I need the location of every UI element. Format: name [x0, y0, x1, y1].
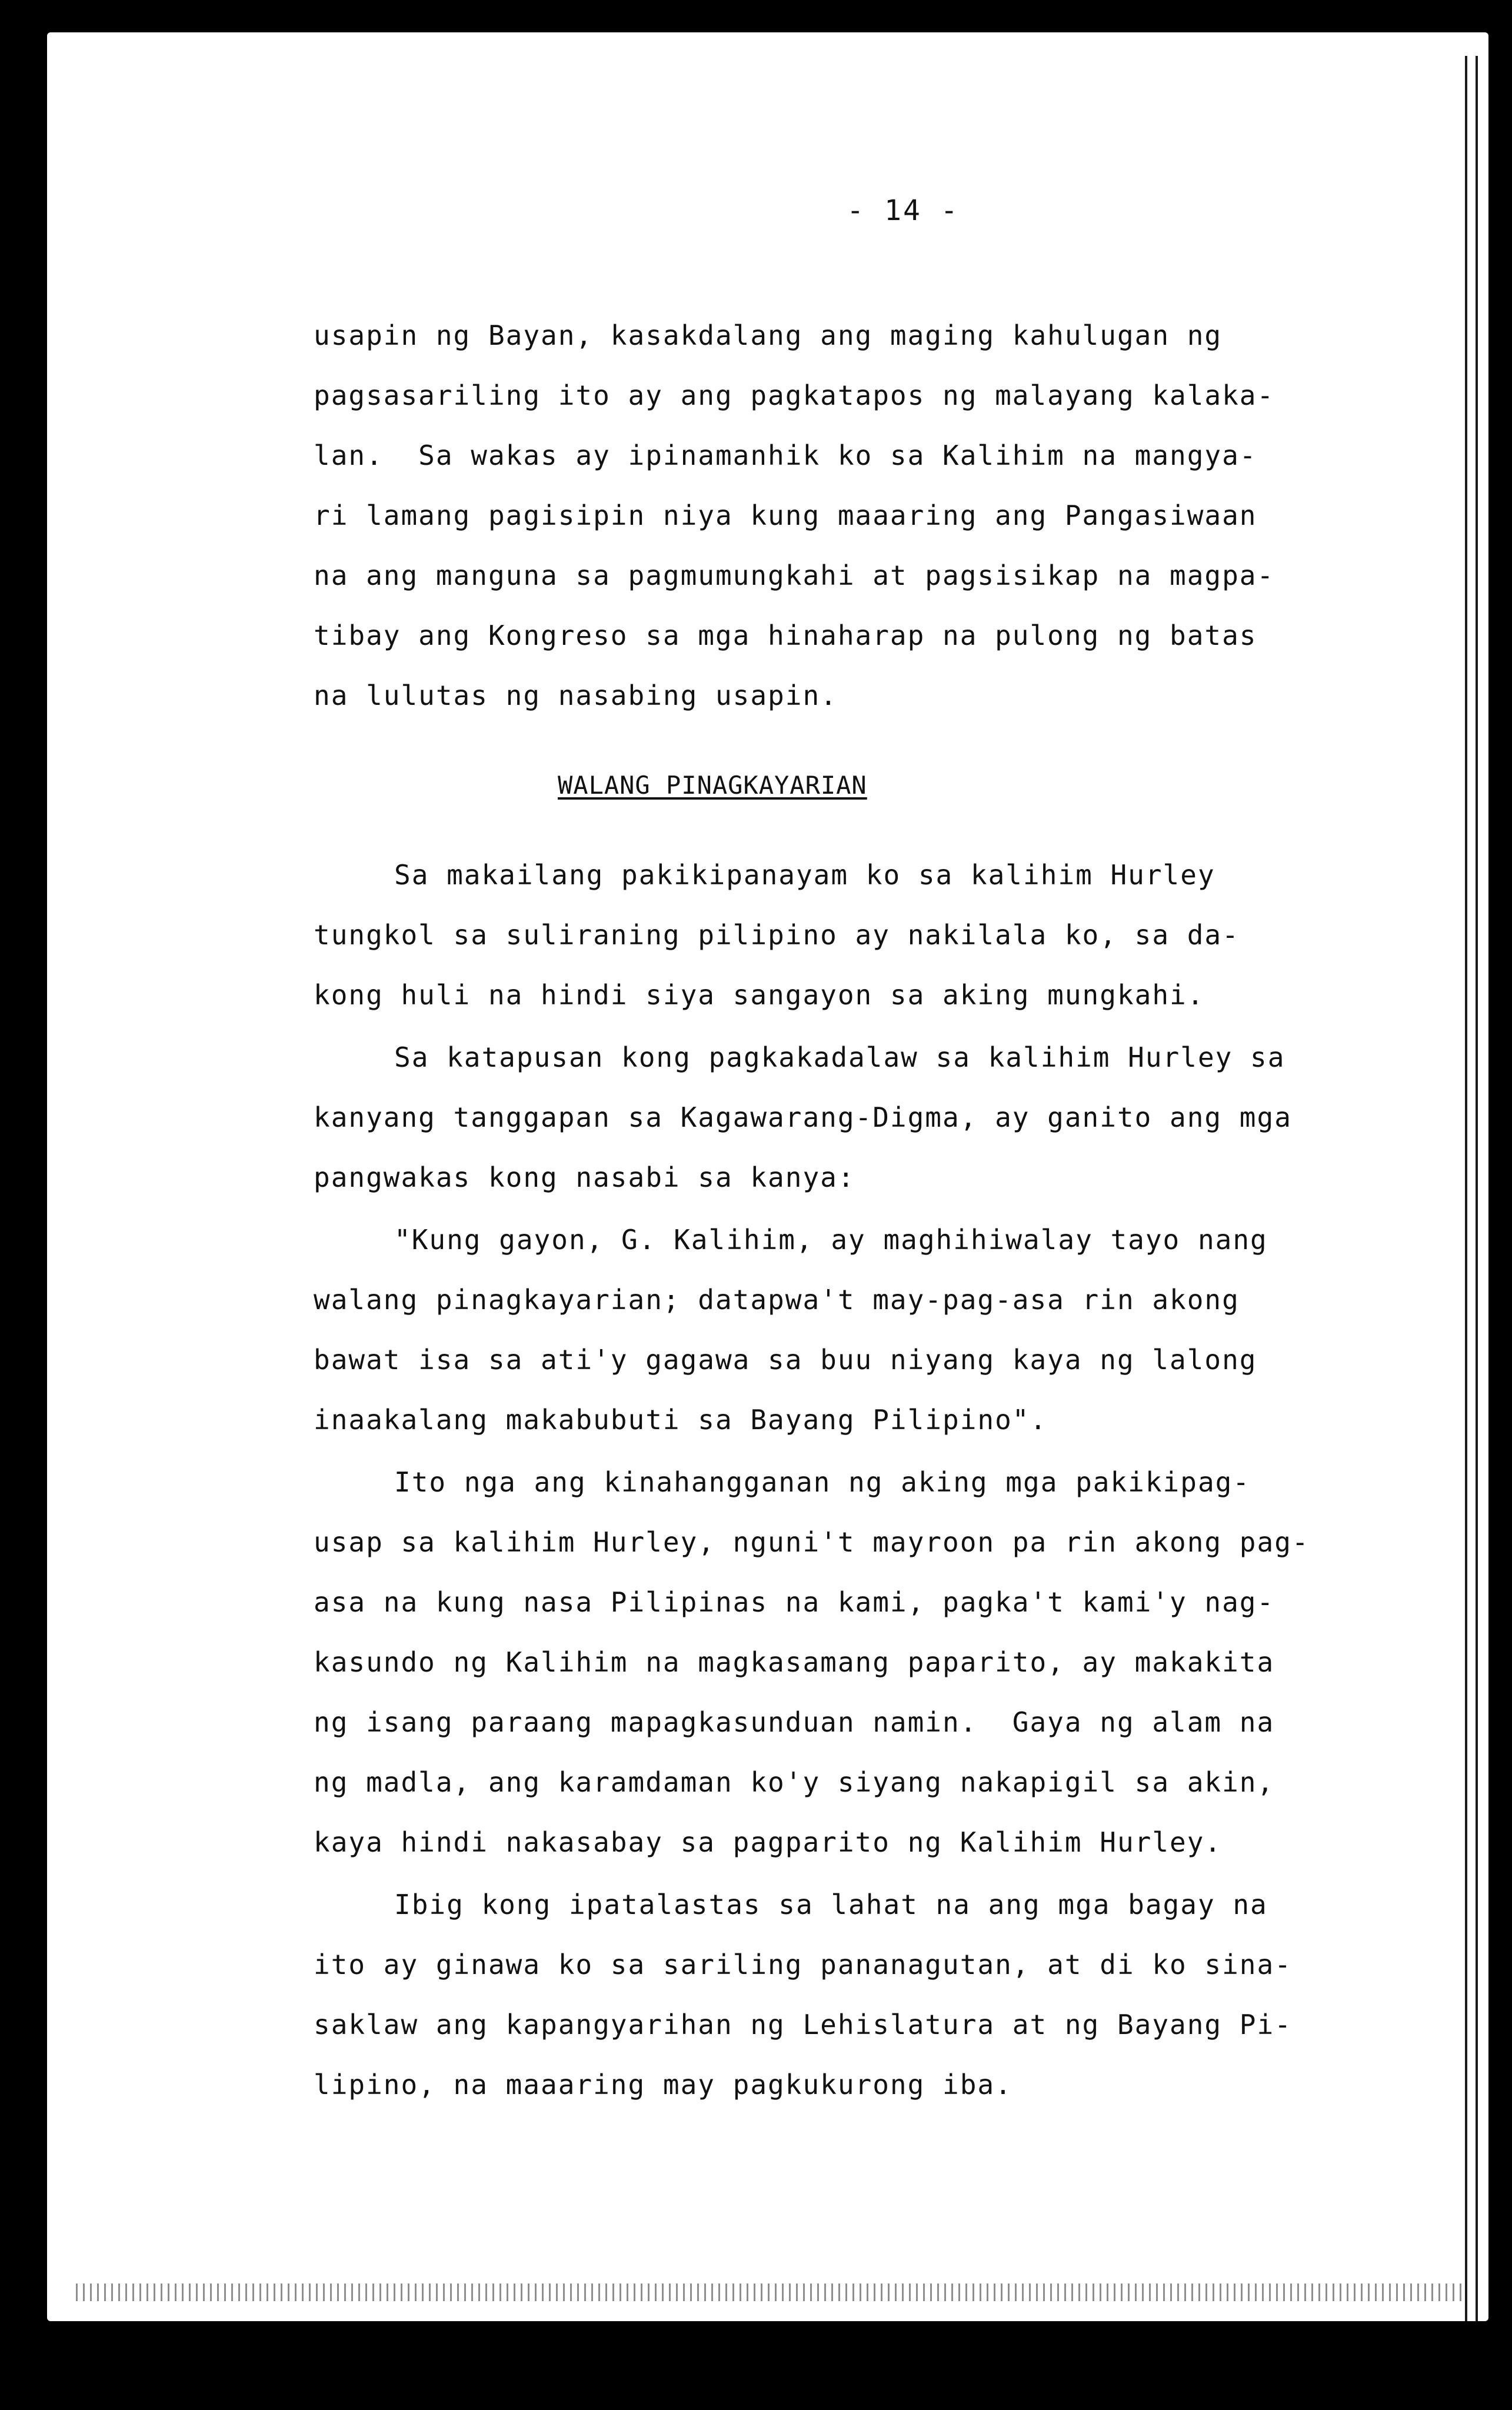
text-line: asa na kung nasa Pilipinas na kami, pagka't kami'y nag-	[314, 1586, 1275, 1618]
text-line: usapin ng Bayan, kasakdalang ang maging kahulugan ng	[314, 319, 1223, 351]
text-line: Ibig kong ipatalastas sa lahat na ang mga bagay na	[394, 1889, 1268, 1920]
text-line: ri lamang pagisipin niya kung maaaring ang Pangasiwaan	[314, 500, 1257, 531]
text-line: "Kung gayon, G. Kalihim, ay maghihiwalay tayo nang	[394, 1224, 1268, 1256]
text-line: usap sa kalihim Hurley, nguni't mayroon pa rin akong pag-	[314, 1526, 1310, 1558]
text-line: ng isang paraang mapagkasunduan namin. Gaya ng alam na	[314, 1706, 1275, 1738]
text-line: kaya hindi nakasabay sa pagparito ng Kalihim Hurley.	[314, 1826, 1223, 1858]
text-line: Sa katapusan kong pagkakadalaw sa kalihim Hurley sa	[394, 1041, 1285, 1073]
page-content	[47, 32, 1488, 2321]
text-line: pagsasariling ito ay ang pagkatapos ng malayang kalaka-	[314, 380, 1275, 411]
text-line: tibay ang Kongreso sa mga hinaharap na pulong ng batas	[314, 620, 1257, 651]
text-line: kanyang tanggapan sa Kagawarang-Digma, ay ganito ang mga	[314, 1101, 1292, 1133]
text-line: na lulutas ng nasabing usapin.	[314, 680, 838, 711]
text-line: pangwakas kong nasabi sa kanya:	[314, 1161, 855, 1193]
text-line: inaakalang makabubuti sa Bayang Pilipino".	[314, 1404, 1048, 1436]
text-line: kong huli na hindi siya sangayon sa aking mungkahi.	[314, 979, 1205, 1011]
text-line: na ang manguna sa pagmumungkahi at pagsisikap na magpa-	[314, 560, 1275, 591]
page-number: - 14 -	[847, 194, 960, 227]
text-line: bawat isa sa ati'y gagawa sa buu niyang kaya ng lalong	[314, 1344, 1257, 1376]
text-line: Ito nga ang kinahangganan ng aking mga pakikipag-	[394, 1466, 1251, 1498]
text-line: saklaw ang kapangyarihan ng Lehislatura at ng Bayang Pi-	[314, 2009, 1292, 2040]
text-line: ng madla, ang karamdaman ko'y siyang nakapigil sa akin,	[314, 1766, 1275, 1798]
document-page	[47, 32, 1488, 2321]
section-heading: WALANG PINAGKAYARIAN	[558, 771, 867, 800]
text-line: tungkol sa suliraning pilipino ay nakilala ko, sa da-	[314, 919, 1240, 951]
text-line: walang pinagkayarian; datapwa't may-pag-asa rin akong	[314, 1284, 1240, 1316]
text-line: ito ay ginawa ko sa sariling pananagutan, at di ko sina-	[314, 1949, 1292, 1980]
text-line: lan. Sa wakas ay ipinamanhik ko sa Kalihim na mangya-	[314, 440, 1257, 471]
text-line: kasundo ng Kalihim na magkasamang paparito, ay makakita	[314, 1646, 1275, 1678]
text-line: Sa makailang pakikipanayam ko sa kalihim Hurley	[394, 859, 1215, 891]
text-line: lipino, na maaaring may pagkukurong iba.	[314, 2069, 1013, 2101]
